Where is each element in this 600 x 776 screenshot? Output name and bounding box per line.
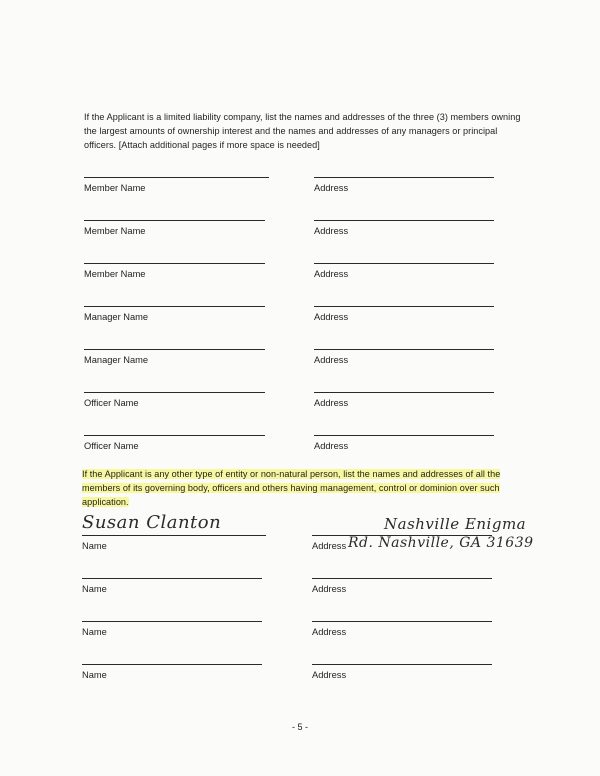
handwritten-name: Susan Clanton [82, 512, 222, 533]
address-line [314, 435, 494, 436]
address-label: Address [314, 441, 349, 451]
name-line [82, 621, 262, 622]
name-row [0, 620, 600, 660]
address-label: Address [312, 541, 347, 551]
name-row [0, 663, 600, 703]
address-line [314, 263, 494, 264]
name-line [82, 535, 266, 536]
address-line [312, 621, 492, 622]
name-line [82, 664, 262, 665]
member-row [0, 219, 600, 259]
llc-instructions: If the Applicant is a limited liability company, list the names and addresses of the three (3) members owning the largest amounts of ownership interest and the names and addresses of any managers or principal officers. [Attach additional pages if more space is needed] [84, 112, 521, 150]
name-line [84, 220, 265, 221]
member-name-label: Member Name [84, 226, 146, 236]
address-line [314, 392, 494, 393]
address-label: Address [314, 183, 349, 193]
member-row [0, 262, 600, 302]
page-number: - 5 - [291, 722, 308, 732]
address-label: Address [312, 584, 347, 594]
member-name-label: Member Name [84, 269, 146, 279]
address-label: Address [314, 312, 349, 322]
address-line [314, 177, 494, 178]
name-line [84, 177, 269, 178]
member-row [0, 176, 600, 216]
address-line [312, 578, 492, 579]
address-label: Address [314, 398, 349, 408]
address-line [314, 220, 494, 221]
manager-name-label: Manager Name [84, 312, 149, 322]
handwritten-address-line2: Rd. Nashville, GA 31639 [348, 535, 534, 551]
officer-name-label: Officer Name [84, 398, 139, 408]
member-name-label: Member Name [84, 183, 146, 193]
officer-name-label: Officer Name [84, 441, 139, 451]
address-line [314, 349, 494, 350]
name-label: Name [82, 627, 107, 637]
address-label: Address [314, 226, 349, 236]
address-line [314, 306, 494, 307]
officer-row [0, 391, 600, 431]
name-row [0, 512, 600, 574]
name-line [84, 306, 265, 307]
name-label: Name [82, 584, 107, 594]
address-label: Address [314, 355, 349, 365]
name-line [84, 392, 265, 393]
address-label: Address [312, 627, 347, 637]
name-label: Name [82, 670, 107, 680]
name-line [84, 263, 265, 264]
address-line [312, 664, 492, 665]
name-line [84, 349, 265, 350]
name-line [84, 435, 265, 436]
other-entity-instructions [82, 467, 524, 509]
address-label: Address [314, 269, 349, 279]
manager-name-label: Manager Name [84, 355, 149, 365]
name-label: Name [82, 541, 107, 551]
manager-row [0, 305, 600, 345]
manager-row [0, 348, 600, 388]
address-label: Address [312, 670, 347, 680]
highlighted-instructions: If the Applicant is any other type of entity or non-natural person, list the names and addresses of all the members of its governing body, officers and others having management, control or dominion over such application. [82, 469, 501, 507]
name-row [0, 577, 600, 617]
handwritten-address-line1: Nashville Enigma [384, 515, 527, 533]
name-line [82, 578, 262, 579]
